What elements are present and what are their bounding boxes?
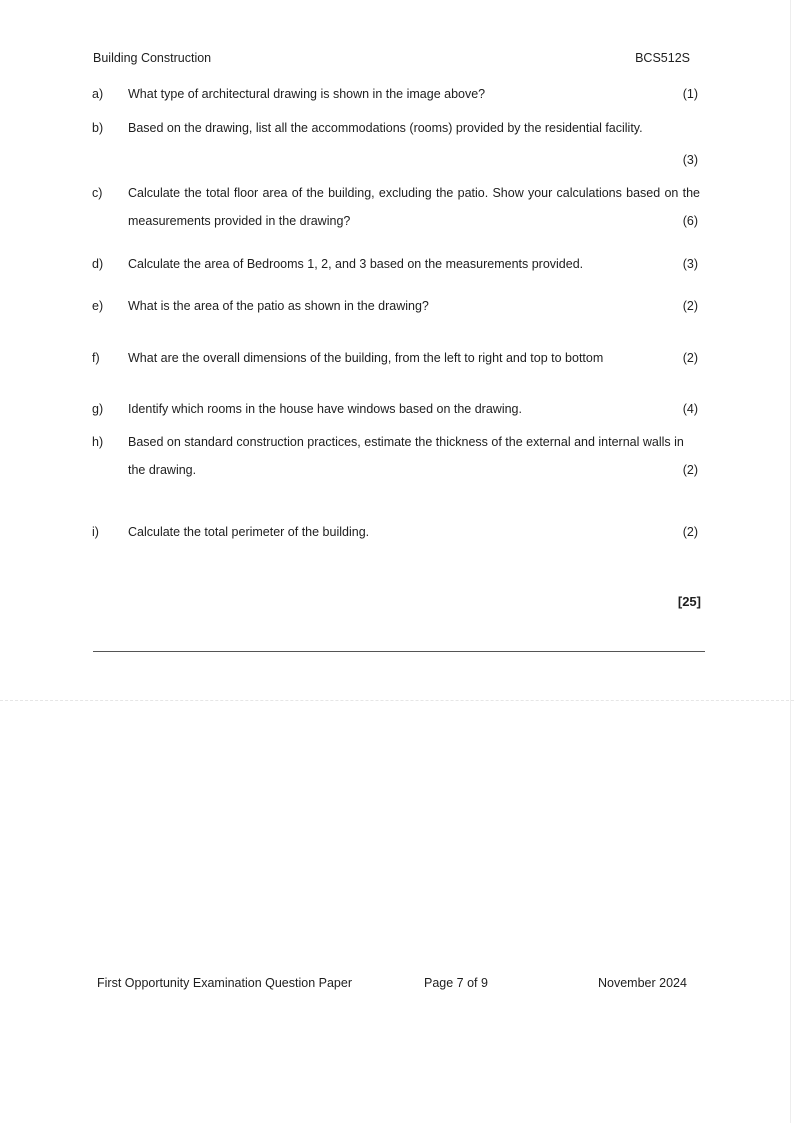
- question-text: Calculate the area of Bedrooms 1, 2, and 3 based on the measurements provided.: [128, 257, 584, 271]
- question-letter: i): [92, 525, 99, 539]
- question-text: Based on standard construction practices, estimate the thickness of the external and internal walls in the drawing.: [128, 435, 684, 477]
- course-title: Building Construction: [93, 51, 212, 65]
- question-marks: (6): [682, 214, 698, 228]
- question-marks: (3): [682, 153, 698, 167]
- question-text: What type of architectural drawing is shown in the image above?: [128, 87, 486, 101]
- question-letter: c): [92, 186, 103, 200]
- question-text: Based on the drawing, list all the accommodations (rooms) provided by the residential facility.: [128, 121, 643, 135]
- question-marks: (2): [682, 525, 698, 539]
- footer-date: November 2024: [598, 976, 687, 990]
- question-marks: (2): [682, 351, 698, 365]
- course-code: BCS512S: [635, 51, 690, 65]
- question-text: Calculate the total perimeter of the building.: [128, 525, 370, 539]
- footer-exam-title: First Opportunity Examination Question Paper: [97, 976, 352, 990]
- question-text: What is the area of the patio as shown in the drawing?: [128, 299, 429, 313]
- question-letter: d): [92, 257, 104, 271]
- total-marks: [25]: [677, 594, 701, 609]
- question-letter: b): [92, 121, 104, 135]
- question-letter: e): [92, 299, 104, 313]
- question-marks: (2): [682, 299, 698, 313]
- question-text: Calculate the total floor area of the building, excluding the patio. Show your calculations based on the measurements provided in the drawing?: [128, 186, 700, 228]
- section-divider: [93, 651, 705, 652]
- question-letter: f): [92, 351, 100, 365]
- question-marks: (3): [682, 257, 698, 271]
- question-text: Identify which rooms in the house have windows based on the drawing.: [128, 402, 522, 416]
- question-text: What are the overall dimensions of the building, from the left to right and top to bottom: [128, 351, 604, 365]
- question-letter: g): [92, 402, 104, 416]
- question-marks: (1): [682, 87, 698, 101]
- question-marks: (4): [682, 402, 698, 416]
- scan-fold-line: [0, 700, 794, 702]
- question-marks: (2): [682, 463, 698, 477]
- question-letter: h): [92, 435, 104, 449]
- scan-edge: [790, 0, 791, 1123]
- question-letter: a): [92, 87, 104, 101]
- footer-page-number: Page 7 of 9: [424, 976, 488, 990]
